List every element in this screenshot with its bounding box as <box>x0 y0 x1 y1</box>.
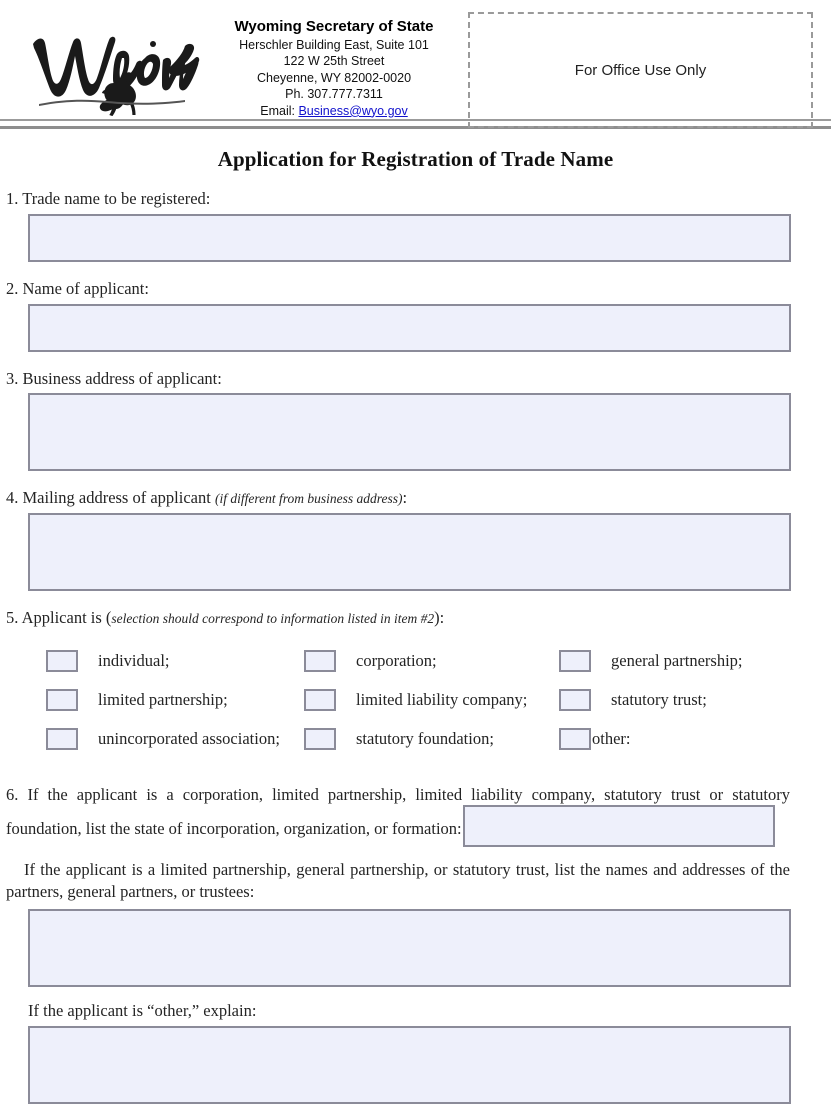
state-of-formation-input[interactable] <box>463 805 775 847</box>
applicant-type-label: limited liability company; <box>356 690 528 710</box>
wyoming-logo <box>14 6 214 116</box>
checkbox-statutory-foundation[interactable] <box>304 728 336 750</box>
applicant-type-grid <box>6 642 811 759</box>
agency-address-line-1: Herschler Building East, Suite 101 <box>239 37 429 52</box>
applicant-type-row <box>46 720 811 759</box>
email-link[interactable]: Business@wyo.gov <box>298 103 408 118</box>
office-use-label: For Office Use Only <box>574 61 707 79</box>
email-label: Email: <box>260 103 295 118</box>
applicant-name-input[interactable] <box>28 304 791 352</box>
applicant-type-label: general partnership; <box>611 651 743 671</box>
checkbox-unincorporated-association[interactable] <box>46 728 78 750</box>
page-title: Application for Registration of Trade Name <box>217 147 614 171</box>
label-applicant-name: 2. Name of applicant: <box>6 278 149 298</box>
applicant-type-limited-liability-company[interactable] <box>304 689 559 711</box>
applicant-type-label: statutory foundation; <box>356 729 494 749</box>
applicant-type-corporation[interactable] <box>304 650 559 672</box>
mailing-address-input[interactable] <box>28 513 791 591</box>
agency-phone: Ph. 307.777.7311 <box>285 87 383 102</box>
agency-info <box>214 6 454 119</box>
checkbox-limited-liability-company[interactable] <box>304 689 336 711</box>
checkbox-statutory-trust[interactable] <box>559 689 591 711</box>
form-body <box>0 189 831 1104</box>
applicant-type-label: corporation; <box>356 651 437 671</box>
question-6-paragraph <box>6 784 811 847</box>
applicant-type-label: statutory trust; <box>611 690 707 710</box>
applicant-type-label: other: <box>592 729 631 749</box>
other-explain-input[interactable] <box>28 1026 791 1104</box>
label-applicant-is-suffix: ): <box>434 608 445 628</box>
agency-name: Wyoming Secretary of State <box>234 18 434 35</box>
trade-name-input[interactable] <box>28 214 791 262</box>
label-mailing-address <box>6 488 811 508</box>
applicant-type-label: individual; <box>98 651 170 671</box>
label-business-address: 3. Business address of applicant: <box>6 368 222 388</box>
checkbox-other[interactable] <box>559 728 591 750</box>
partners-instruction-text: If the applicant is a limited partnership, general partnership, or statutory trust, list the names and addresses of the partners, general partners, or trustees: <box>6 860 790 902</box>
applicant-type-row <box>46 642 811 681</box>
applicant-type-unincorporated-association[interactable] <box>46 728 304 750</box>
label-mailing-address-hint: (if different from business address) <box>214 491 403 507</box>
office-use-cell <box>454 6 817 128</box>
label-mailing-address-suffix: : <box>402 488 408 508</box>
question-6-text: 6. If the applicant is a corporation, limited partnership, limited liability company, statutory trust or statutory foundation, list the state of incorporation, organization, or formation: <box>6 784 790 839</box>
applicant-type-statutory-foundation[interactable] <box>304 728 559 750</box>
page-header <box>0 0 831 118</box>
agency-address-line-3: Cheyenne, WY 82002-0020 <box>256 70 412 85</box>
checkbox-corporation[interactable] <box>304 650 336 672</box>
label-applicant-is <box>6 608 811 628</box>
applicant-type-general-partnership[interactable] <box>559 650 811 672</box>
partners-input[interactable] <box>28 909 791 987</box>
checkbox-limited-partnership[interactable] <box>46 689 78 711</box>
applicant-type-statutory-trust[interactable] <box>559 689 811 711</box>
applicant-type-other[interactable] <box>559 728 811 750</box>
label-mailing-address-main: 4. Mailing address of applicant <box>6 488 215 508</box>
label-applicant-is-hint: selection should correspond to information listed in item #2 <box>111 611 435 627</box>
label-other-explain: If the applicant is “other,” explain: <box>28 1001 257 1021</box>
agency-email-line <box>214 103 454 120</box>
wyoming-script-logo-icon <box>25 16 203 116</box>
applicant-type-row <box>46 681 811 720</box>
applicant-type-individual[interactable] <box>46 650 304 672</box>
office-use-box <box>468 12 813 128</box>
agency-address-line-2: 122 W 25th Street <box>283 54 385 69</box>
applicant-type-label: limited partnership; <box>98 690 228 710</box>
business-address-input[interactable] <box>28 393 791 471</box>
label-trade-name: 1. Trade name to be registered: <box>6 189 211 208</box>
label-applicant-is-main: 5. Applicant is ( <box>6 608 112 628</box>
checkbox-individual[interactable] <box>46 650 78 672</box>
checkbox-general-partnership[interactable] <box>559 650 591 672</box>
applicant-type-label: unincorporated association; <box>98 729 280 749</box>
applicant-type-limited-partnership[interactable] <box>46 689 304 711</box>
